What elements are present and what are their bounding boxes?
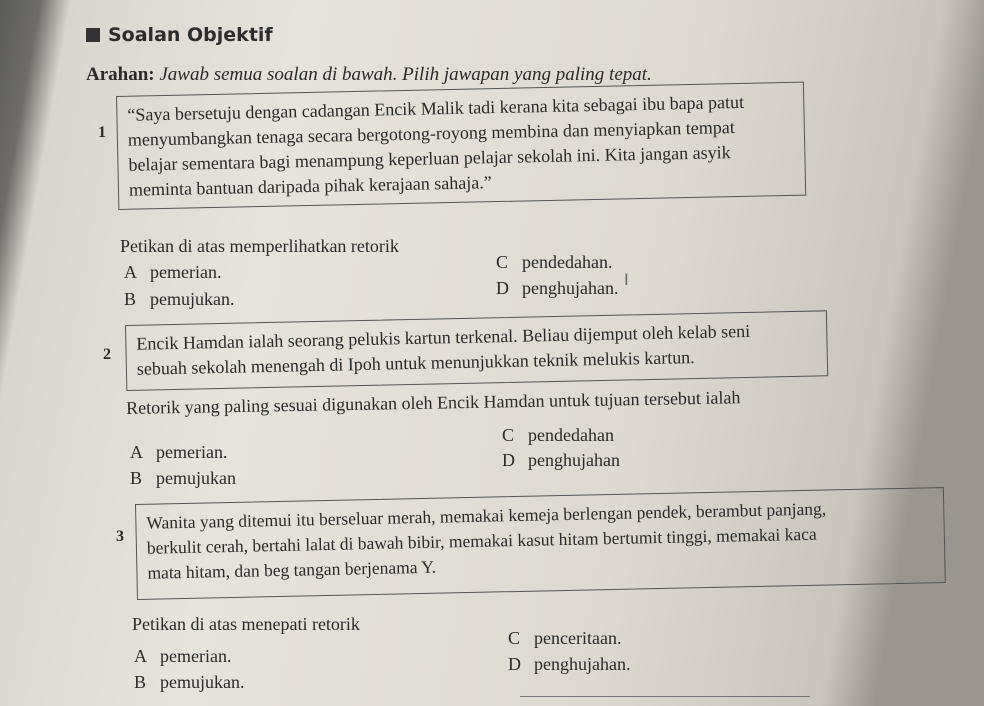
question-3-option-b: B pemujukan. <box>134 672 245 692</box>
instructions <box>86 64 652 86</box>
question-3-number: 3 <box>116 528 124 545</box>
passage-line: “Saya bersetuju dengan cadangan Encik Malik tadi kerana kita sebagai ibu bapa patut <box>127 91 745 125</box>
question-1-option-c: C pendedahan. <box>496 252 613 272</box>
passage-line: mata hitam, dan beg tangan berjenama Y. <box>147 556 437 583</box>
passage-line: meminta bantuan daripada pihak kerajaan sahaja.” <box>128 172 492 200</box>
question-3-option-c: C penceritaan. <box>508 628 622 648</box>
passage-line: Encik Hamdan ialah seorang pelukis kartun terkenal. Beliau dijemput oleh kelab seni <box>136 320 751 354</box>
question-3-option-d: D penghujahan. <box>508 654 631 674</box>
question-2-passage <box>125 310 828 391</box>
question-1-passage <box>116 82 806 210</box>
instruction-label: Arahan: <box>86 64 155 85</box>
question-1-number: 1 <box>98 124 106 141</box>
question-3-passage <box>135 487 946 600</box>
passage-line: Wanita yang ditemui itu berseluar merah, memakai kemeja berlengan pendek, berambut panjang, <box>146 498 827 533</box>
instruction-text: Jawab semua soalan di bawah. Pilih jawapan yang paling tepat. <box>159 64 652 85</box>
question-1-option-d: D penghujahan. <box>496 278 619 298</box>
page-rule <box>520 696 810 697</box>
passage-line: menyumbangkan tenaga secara bergotong-royong membina dan menyiapkan tempat <box>127 117 735 150</box>
passage-line: sebuah sekolah menengah di Ipoh untuk menunjukkan teknik melukis kartun. <box>136 347 695 379</box>
question-2-option-d: D penghujahan <box>502 450 620 470</box>
section-title: Soalan Objektif <box>108 24 273 46</box>
question-2-number: 2 <box>103 346 111 363</box>
section-heading <box>86 24 273 46</box>
question-1-stem: Petikan di atas memperlihatkan retorik <box>120 236 399 256</box>
text-cursor-icon: Ⅰ <box>624 270 629 289</box>
question-2-option-a: A pemerian. <box>130 442 228 462</box>
passage-line: belajar sementara bagi menampung keperluan pelajar sekolah ini. Kita jangan asyik <box>128 142 731 175</box>
question-2-stem: Retorik yang paling sesuai digunakan oleh Encik Hamdan untuk tujuan tersebut ialah <box>126 387 741 418</box>
question-3-option-a: A pemerian. <box>134 646 232 666</box>
square-bullet-icon <box>86 28 100 42</box>
question-2-option-c: C pendedahan <box>502 425 614 445</box>
question-1-option-b: B pemujukan. <box>124 289 235 309</box>
question-2-option-b: B pemujukan <box>130 468 236 488</box>
passage-line: berkulit cerah, bertahi lalat di bawah bibir, memakai kasut hitam bertumit tinggi, memakai kaca <box>146 523 817 558</box>
question-1-option-a: A pemerian. <box>124 262 222 282</box>
question-3-stem: Petikan di atas menepati retorik <box>132 614 360 634</box>
